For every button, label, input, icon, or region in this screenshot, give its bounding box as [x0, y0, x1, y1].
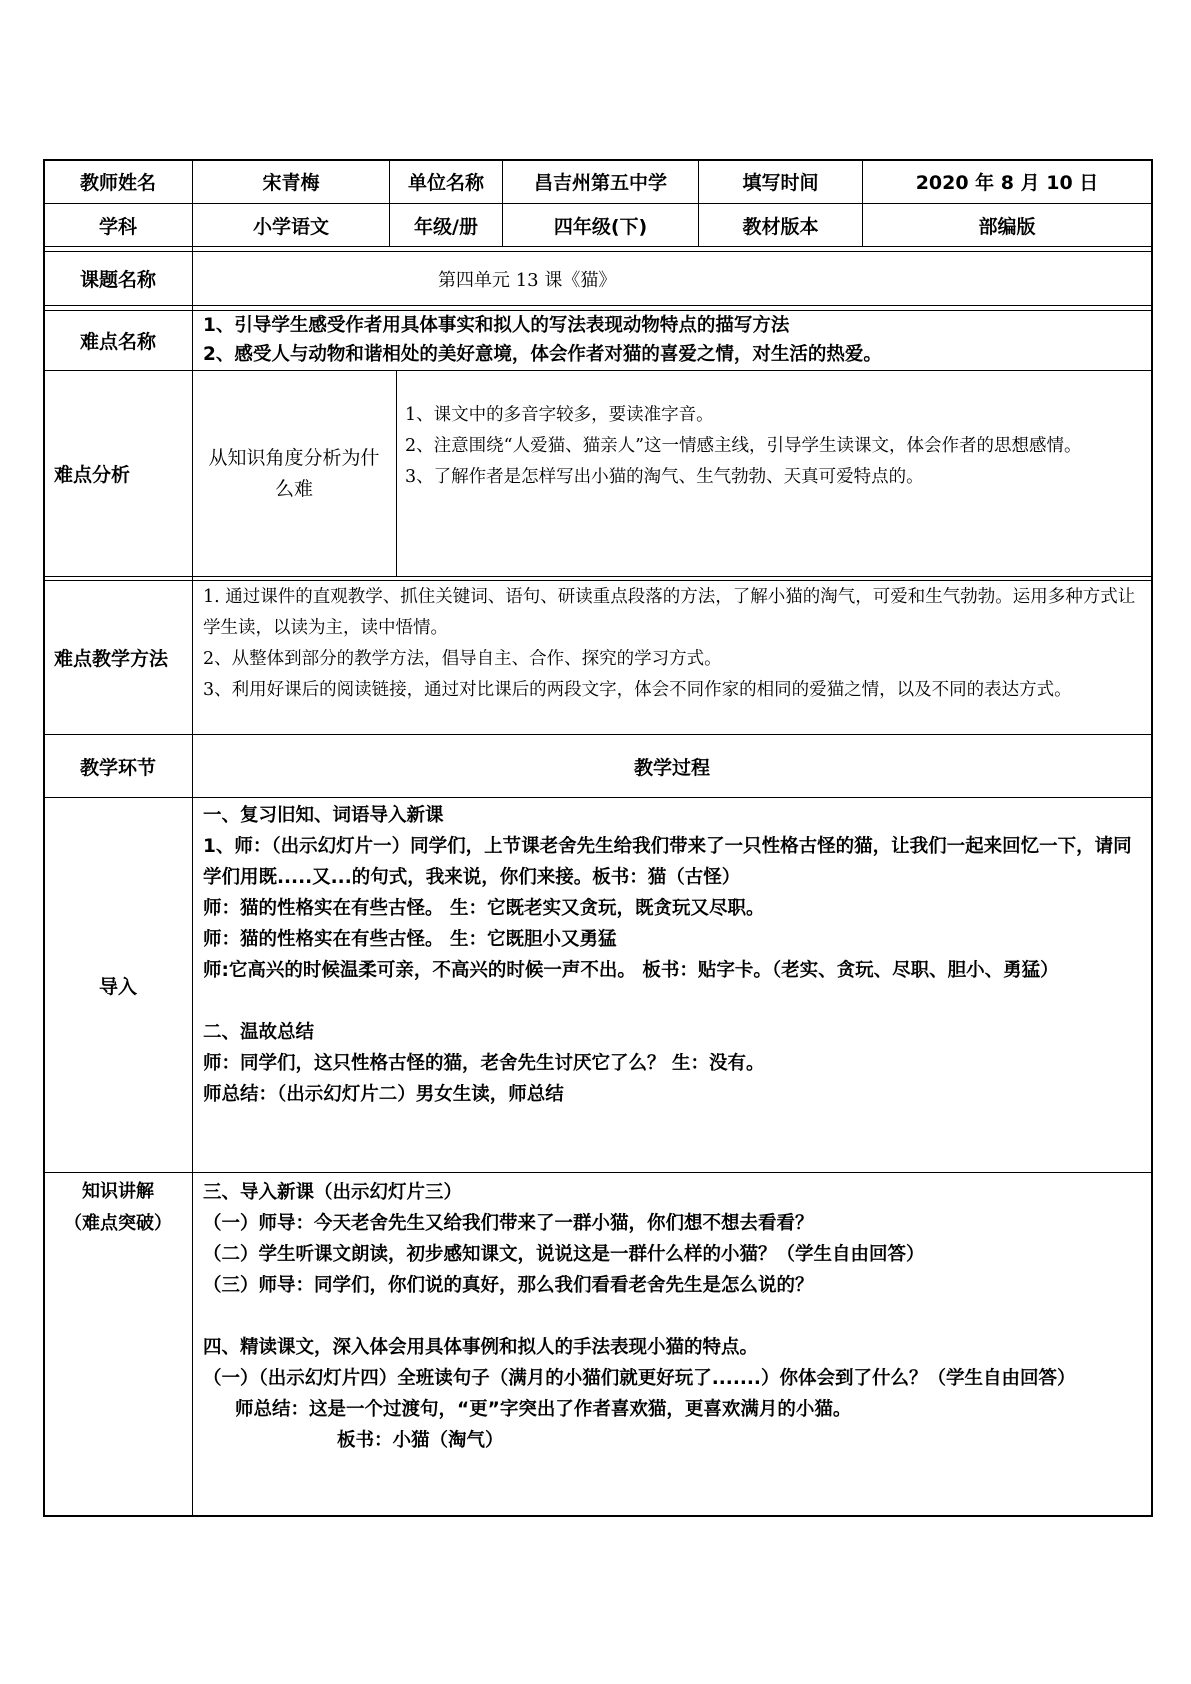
- grade-label: 年级/册: [414, 215, 478, 238]
- difficulty-list: [203, 311, 1148, 369]
- grid-line: [43, 580, 1153, 581]
- knowledge-line: 三、导入新课（出示幻灯片三）: [203, 1182, 463, 1203]
- subject-value: 小学语文: [252, 215, 329, 238]
- knowledge-line: [203, 1301, 1145, 1332]
- grid-line: [43, 797, 1153, 798]
- analysis-item: 2、注意围绕“人爱猫、猫亲人”这一情感主线，引导学生读课文，体会作者的思想感情。: [405, 436, 1082, 456]
- grid-line: [43, 305, 1153, 306]
- intro-line: 师：同学们，这只性格古怪的猫，老舍先生讨厌它了么？ 生：没有。: [203, 1053, 765, 1074]
- analysis-item: 1、课文中的多音字较多，要读准字音。: [405, 405, 714, 425]
- grid-line: [192, 159, 193, 1517]
- intro-line: 师：猫的性格实在有些古怪。 生：它既老实又贪玩，既贪玩又尽职。: [203, 898, 765, 919]
- method-list: [203, 582, 1145, 706]
- grid-line: [396, 370, 397, 577]
- stage-header: 教学环节: [79, 756, 156, 779]
- intro-line: 一、复习旧知、词语导入新课: [203, 805, 444, 826]
- method-item: 2、从整体到部分的教学方法，倡导自主、合作、探究的学习方式。: [203, 649, 722, 669]
- knowledge-line: （一）（出示幻灯片四）全班读句子（满月的小猫们就更好玩了.......）你体会到了什么？（学生自由回答）: [203, 1368, 1076, 1389]
- intro-content: [203, 800, 1145, 1110]
- edition-label: 教材版本: [742, 215, 819, 238]
- analysis-item: 3、了解作者是怎样写出小猫的淘气、生气勃勃、天真可爱特点的。: [405, 467, 924, 487]
- unit-name: 昌吉州第五中学: [533, 172, 667, 194]
- grid-line: [43, 1515, 1153, 1517]
- grid-line: [43, 576, 1153, 577]
- grid-line: [43, 246, 1153, 247]
- intro-line: 1、师：（出示幻灯片一）同学们，上节课老舍先生给我们带来了一只性格古怪的猫，让我们一起来回忆一下，请同学们用既.....又...的句式，我来说，你们来接。板书：猫（古怪）: [203, 836, 1132, 888]
- intro-line: 二、温故总结: [203, 1022, 315, 1043]
- difficulty-item: 1、引导学生感受作者用具体事实和拟人的写法表现动物特点的描写方法: [203, 315, 790, 336]
- knowledge-label-line: （难点突破）: [64, 1213, 172, 1234]
- grade-value: 四年级(下): [553, 215, 648, 238]
- knowledge-line: 板书：小猫（淘气）: [337, 1430, 504, 1451]
- topic-label: 课题名称: [79, 269, 156, 291]
- intro-label: 导入: [98, 975, 137, 998]
- method-item: 1. 通过课件的直观教学、抓住关键词、语句、研读重点段落的方法，了解小猫的淘气，可爱和生气勃勃。运用多种方式让学生读，以读为主，读中悟情。: [203, 587, 1136, 638]
- intro-line: 师总结：（出示幻灯片二）男女生读，师总结: [203, 1084, 564, 1105]
- knowledge-label: [44, 1176, 192, 1240]
- unit-label: 单位名称: [407, 172, 484, 194]
- grid-line: [1151, 159, 1153, 1517]
- teacher-name: 宋青梅: [262, 172, 320, 194]
- intro-line: 师：猫的性格实在有些古怪。 生：它既胆小又勇猛: [203, 929, 617, 950]
- topic-value: 第四单元 13 课《猫》: [438, 269, 617, 291]
- method-label: 难点教学方法: [54, 648, 169, 670]
- knowledge-content: [203, 1177, 1145, 1456]
- analysis-list: [405, 400, 1145, 493]
- knowledge-line: （三）师导：同学们，你们说的真好，那么我们看看老舍先生是怎么说的？: [203, 1275, 814, 1296]
- fill-time-label: 填写时间: [742, 172, 819, 194]
- subject-label: 学科: [98, 215, 137, 238]
- teacher-label: 教师姓名: [79, 172, 156, 194]
- intro-line: 师:它高兴的时候温柔可亲，不高兴的时候一声不出。 板书：贴字卡。（老实、贪玩、尽职、胆小、勇猛）: [203, 960, 1059, 981]
- knowledge-line: （一）师导：今天老舍先生又给我们带来了一群小猫，你们想不想去看看？: [203, 1213, 814, 1234]
- process-header: 教学过程: [633, 756, 710, 779]
- edition-value: 部编版: [978, 215, 1036, 238]
- knowledge-line: 师总结：这是一个过渡句，“更”字突出了作者喜欢猫，更喜欢满月的小猫。: [235, 1399, 852, 1420]
- difficulty-label: 难点名称: [79, 331, 156, 353]
- knowledge-label-line: 知识讲解: [82, 1181, 154, 1202]
- method-item: 3、利用好课后的阅读链接，通过对比课后的两段文字，体会不同作家的相同的爱猫之情，以及不同的表达方式。: [203, 680, 1072, 700]
- knowledge-line: （二）学生听课文朗读，初步感知课文，说说这是一群什么样的小猫？（学生自由回答）: [203, 1244, 925, 1265]
- analysis-label: 难点分析: [54, 464, 131, 486]
- difficulty-item: 2、感受人与动物和谐相处的美好意境，体会作者对猫的喜爱之情，对生活的热爱。: [203, 344, 882, 365]
- analysis-sublabel: 从知识角度分析为什么难: [208, 446, 380, 500]
- fill-time-value: 2020 年 8 月 10 日: [915, 172, 1099, 194]
- grid-line: [43, 1172, 1153, 1173]
- knowledge-line: 四、精读课文，深入体会用具体事例和拟人的手法表现小猫的特点。: [203, 1337, 759, 1358]
- intro-line: [203, 986, 1145, 1017]
